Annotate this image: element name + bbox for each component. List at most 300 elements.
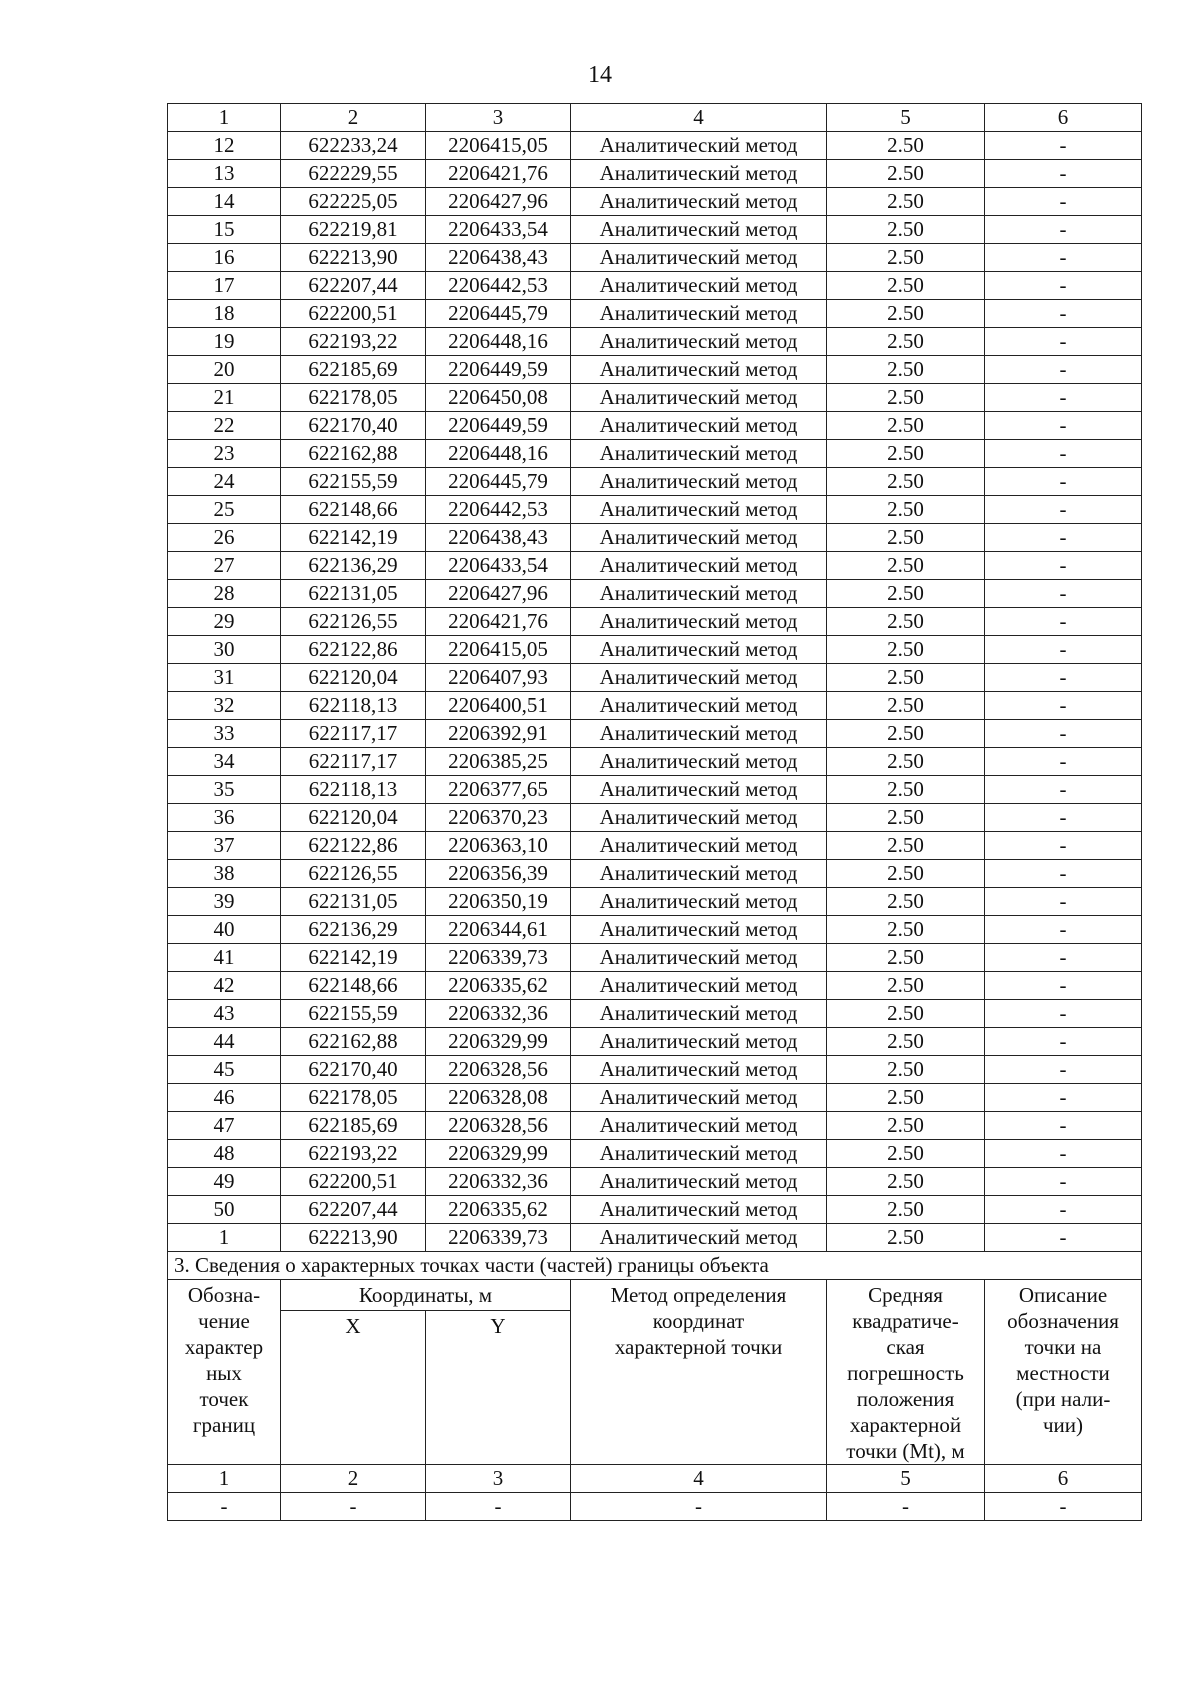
header-method: Метод определения координат характерной точки: [571, 1280, 827, 1465]
error-cell: 2.50: [827, 272, 985, 300]
x-coordinate-cell: 622118,13: [281, 776, 426, 804]
method-cell: Аналитический метод: [571, 832, 827, 860]
y-coordinate-cell: 2206328,56: [426, 1112, 571, 1140]
x-coordinate-cell: 622118,13: [281, 692, 426, 720]
error-cell: 2.50: [827, 244, 985, 272]
table-row: [168, 412, 1142, 440]
error-cell: 2.50: [827, 524, 985, 552]
description-cell: -: [985, 468, 1142, 496]
x-coordinate-cell: 622122,86: [281, 832, 426, 860]
description-cell: -: [985, 692, 1142, 720]
table-row: [168, 328, 1142, 356]
table-row: [168, 692, 1142, 720]
method-cell: Аналитический метод: [571, 1168, 827, 1196]
method-cell: Аналитический метод: [571, 524, 827, 552]
x-coordinate-cell: 622213,90: [281, 1224, 426, 1252]
y-coordinate-cell: 2206332,36: [426, 1000, 571, 1028]
y-coordinate-cell: 2206442,53: [426, 496, 571, 524]
method-cell: Аналитический метод: [571, 636, 827, 664]
description-cell: -: [985, 608, 1142, 636]
description-cell: -: [985, 580, 1142, 608]
y-coordinate-cell: 2206421,76: [426, 160, 571, 188]
y-coordinate-cell: 2206407,93: [426, 664, 571, 692]
description-cell: -: [985, 720, 1142, 748]
point-number-cell: 1: [168, 1224, 281, 1252]
x-coordinate-cell: 622142,19: [281, 944, 426, 972]
x-coordinate-cell: 622131,05: [281, 580, 426, 608]
error-cell: 2.50: [827, 944, 985, 972]
header-error: Средняя квадратиче- ская погрешность положения характерной точки (Mt), м: [827, 1280, 985, 1465]
table-row: [168, 720, 1142, 748]
point-number-cell: 16: [168, 244, 281, 272]
x-coordinate-cell: 622178,05: [281, 384, 426, 412]
y-coordinate-cell: 2206449,59: [426, 356, 571, 384]
y-coordinate-cell: 2206344,61: [426, 916, 571, 944]
method-cell: Аналитический метод: [571, 412, 827, 440]
column-number: 1: [168, 104, 281, 132]
table-row: [168, 1196, 1142, 1224]
page-number: 14: [588, 62, 612, 88]
column-number: 4: [571, 104, 827, 132]
point-number-cell: 28: [168, 580, 281, 608]
column-number: 6: [985, 1465, 1142, 1493]
y-coordinate-cell: 2206328,08: [426, 1084, 571, 1112]
table-row: [168, 636, 1142, 664]
point-number-cell: 36: [168, 804, 281, 832]
description-cell: -: [985, 1168, 1142, 1196]
table-row: [168, 524, 1142, 552]
table-row: [168, 300, 1142, 328]
error-cell: 2.50: [827, 888, 985, 916]
error-cell: 2.50: [827, 580, 985, 608]
table-row: [168, 356, 1142, 384]
method-cell: Аналитический метод: [571, 272, 827, 300]
method-cell: Аналитический метод: [571, 944, 827, 972]
table-row: [168, 916, 1142, 944]
y-coordinate-cell: 2206385,25: [426, 748, 571, 776]
table-row: [168, 580, 1142, 608]
table-row: [168, 1000, 1142, 1028]
error-cell: 2.50: [827, 636, 985, 664]
header-coordinates: Координаты, м: [281, 1280, 571, 1311]
table-row: [168, 664, 1142, 692]
y-coordinate-cell: 2206339,73: [426, 1224, 571, 1252]
table-row: [168, 496, 1142, 524]
y-coordinate-cell: 2206438,43: [426, 524, 571, 552]
description-cell: -: [985, 412, 1142, 440]
description-cell: -: [985, 860, 1142, 888]
x-coordinate-cell: 622233,24: [281, 132, 426, 160]
method-cell: Аналитический метод: [571, 580, 827, 608]
y-coordinate-cell: 2206450,08: [426, 384, 571, 412]
method-cell: -: [571, 1493, 827, 1521]
point-number-cell: 50: [168, 1196, 281, 1224]
description-cell: -: [985, 636, 1142, 664]
method-cell: Аналитический метод: [571, 748, 827, 776]
point-number-cell: 22: [168, 412, 281, 440]
description-cell: -: [985, 328, 1142, 356]
point-number-cell: 42: [168, 972, 281, 1000]
method-cell: Аналитический метод: [571, 160, 827, 188]
table-row: [168, 1224, 1142, 1252]
point-number-cell: 20: [168, 356, 281, 384]
error-cell: 2.50: [827, 1000, 985, 1028]
point-number-cell: 33: [168, 720, 281, 748]
method-cell: Аналитический метод: [571, 244, 827, 272]
point-number-cell: 27: [168, 552, 281, 580]
error-cell: 2.50: [827, 552, 985, 580]
section-title: 3. Сведения о характерных точках части (частей) границы объекта: [168, 1252, 1142, 1280]
header-x: X: [281, 1311, 426, 1465]
error-cell: 2.50: [827, 1056, 985, 1084]
x-coordinate-cell: 622136,29: [281, 552, 426, 580]
section-title-row: [168, 1252, 1142, 1280]
table-row: [168, 552, 1142, 580]
description-cell: -: [985, 776, 1142, 804]
error-cell: 2.50: [827, 1112, 985, 1140]
description-cell: -: [985, 384, 1142, 412]
error-cell: 2.50: [827, 384, 985, 412]
x-coordinate-cell: 622185,69: [281, 1112, 426, 1140]
x-coordinate-cell: 622207,44: [281, 272, 426, 300]
table-row: [168, 944, 1142, 972]
point-number-cell: 39: [168, 888, 281, 916]
x-coordinate-cell: 622170,40: [281, 412, 426, 440]
x-coordinate-cell: 622229,55: [281, 160, 426, 188]
point-number-cell: 35: [168, 776, 281, 804]
column-number: 2: [281, 104, 426, 132]
table-row: [168, 468, 1142, 496]
description-cell: -: [985, 1000, 1142, 1028]
top-table-body: [168, 104, 1142, 1252]
point-number-cell: 47: [168, 1112, 281, 1140]
y-coordinate-cell: 2206448,16: [426, 328, 571, 356]
section-number-row: [168, 1465, 1142, 1493]
point-number-cell: 24: [168, 468, 281, 496]
point-number-cell: 41: [168, 944, 281, 972]
table-row: [168, 1028, 1142, 1056]
error-cell: 2.50: [827, 160, 985, 188]
x-coordinate-cell: 622219,81: [281, 216, 426, 244]
method-cell: Аналитический метод: [571, 1196, 827, 1224]
point-number-cell: 14: [168, 188, 281, 216]
method-cell: Аналитический метод: [571, 328, 827, 356]
x-coordinate-cell: 622148,66: [281, 496, 426, 524]
x-coordinate-cell: -: [281, 1493, 426, 1521]
point-number-cell: 37: [168, 832, 281, 860]
x-coordinate-cell: 622131,05: [281, 888, 426, 916]
method-cell: Аналитический метод: [571, 1224, 827, 1252]
x-coordinate-cell: 622162,88: [281, 440, 426, 468]
error-cell: 2.50: [827, 1224, 985, 1252]
x-coordinate-cell: 622207,44: [281, 1196, 426, 1224]
description-cell: -: [985, 356, 1142, 384]
method-cell: Аналитический метод: [571, 384, 827, 412]
y-coordinate-cell: 2206438,43: [426, 244, 571, 272]
table-row: [168, 1493, 1142, 1521]
description-cell: -: [985, 244, 1142, 272]
point-number-cell: 23: [168, 440, 281, 468]
description-cell: -: [985, 1493, 1142, 1521]
table-row: [168, 1140, 1142, 1168]
table-row: [168, 132, 1142, 160]
point-number-cell: 31: [168, 664, 281, 692]
column-number: 4: [571, 1465, 827, 1493]
method-cell: Аналитический метод: [571, 720, 827, 748]
method-cell: Аналитический метод: [571, 1084, 827, 1112]
point-number-cell: 26: [168, 524, 281, 552]
table-row: [168, 1168, 1142, 1196]
point-number-cell: 48: [168, 1140, 281, 1168]
description-cell: -: [985, 944, 1142, 972]
boundary-points-table: [167, 103, 1142, 1521]
error-cell: 2.50: [827, 216, 985, 244]
point-number-cell: 21: [168, 384, 281, 412]
x-coordinate-cell: 622200,51: [281, 1168, 426, 1196]
y-coordinate-cell: 2206350,19: [426, 888, 571, 916]
x-coordinate-cell: 622148,66: [281, 972, 426, 1000]
error-cell: 2.50: [827, 720, 985, 748]
method-cell: Аналитический метод: [571, 356, 827, 384]
point-number-cell: 13: [168, 160, 281, 188]
y-coordinate-cell: 2206442,53: [426, 272, 571, 300]
y-coordinate-cell: 2206363,10: [426, 832, 571, 860]
y-coordinate-cell: 2206370,23: [426, 804, 571, 832]
x-coordinate-cell: 622155,59: [281, 468, 426, 496]
description-cell: -: [985, 832, 1142, 860]
y-coordinate-cell: 2206445,79: [426, 300, 571, 328]
x-coordinate-cell: 622162,88: [281, 1028, 426, 1056]
point-number-cell: 12: [168, 132, 281, 160]
y-coordinate-cell: 2206415,05: [426, 636, 571, 664]
description-cell: -: [985, 1196, 1142, 1224]
x-coordinate-cell: 622117,17: [281, 748, 426, 776]
error-cell: 2.50: [827, 748, 985, 776]
method-cell: Аналитический метод: [571, 496, 827, 524]
table-row: [168, 216, 1142, 244]
point-number-cell: 44: [168, 1028, 281, 1056]
point-number-cell: 19: [168, 328, 281, 356]
header-y: Y: [426, 1311, 571, 1465]
method-cell: Аналитический метод: [571, 1056, 827, 1084]
description-cell: -: [985, 188, 1142, 216]
point-number-cell: 49: [168, 1168, 281, 1196]
description-cell: -: [985, 552, 1142, 580]
description-cell: -: [985, 888, 1142, 916]
method-cell: Аналитический метод: [571, 552, 827, 580]
x-coordinate-cell: 622200,51: [281, 300, 426, 328]
description-cell: -: [985, 160, 1142, 188]
column-number: 5: [827, 1465, 985, 1493]
method-cell: Аналитический метод: [571, 916, 827, 944]
method-cell: Аналитический метод: [571, 132, 827, 160]
method-cell: Аналитический метод: [571, 692, 827, 720]
y-coordinate-cell: 2206433,54: [426, 216, 571, 244]
y-coordinate-cell: 2206448,16: [426, 440, 571, 468]
description-cell: -: [985, 496, 1142, 524]
description-cell: -: [985, 132, 1142, 160]
x-coordinate-cell: 622120,04: [281, 664, 426, 692]
table-row: [168, 888, 1142, 916]
point-number-cell: 45: [168, 1056, 281, 1084]
table-row: [168, 748, 1142, 776]
table-row: [168, 188, 1142, 216]
y-coordinate-cell: 2206449,59: [426, 412, 571, 440]
table-row: [168, 832, 1142, 860]
method-cell: Аналитический метод: [571, 1112, 827, 1140]
method-cell: Аналитический метод: [571, 216, 827, 244]
y-coordinate-cell: 2206328,56: [426, 1056, 571, 1084]
table-row: [168, 804, 1142, 832]
description-cell: -: [985, 216, 1142, 244]
y-coordinate-cell: 2206332,36: [426, 1168, 571, 1196]
point-number-cell: 34: [168, 748, 281, 776]
error-cell: 2.50: [827, 776, 985, 804]
point-number-cell: 18: [168, 300, 281, 328]
method-cell: Аналитический метод: [571, 972, 827, 1000]
table-row: [168, 860, 1142, 888]
error-cell: 2.50: [827, 608, 985, 636]
column-number: 3: [426, 104, 571, 132]
error-cell: 2.50: [827, 468, 985, 496]
point-number-cell: 40: [168, 916, 281, 944]
section-header-row: [168, 1280, 1142, 1311]
error-cell: 2.50: [827, 860, 985, 888]
method-cell: Аналитический метод: [571, 468, 827, 496]
method-cell: Аналитический метод: [571, 888, 827, 916]
error-cell: 2.50: [827, 692, 985, 720]
y-coordinate-cell: 2206427,96: [426, 580, 571, 608]
method-cell: Аналитический метод: [571, 804, 827, 832]
table-row: [168, 1084, 1142, 1112]
x-coordinate-cell: 622122,86: [281, 636, 426, 664]
y-coordinate-cell: 2206421,76: [426, 608, 571, 636]
error-cell: 2.50: [827, 300, 985, 328]
table-row: [168, 608, 1142, 636]
point-number-cell: 25: [168, 496, 281, 524]
error-cell: 2.50: [827, 1028, 985, 1056]
error-cell: 2.50: [827, 440, 985, 468]
description-cell: -: [985, 440, 1142, 468]
table-row: [168, 272, 1142, 300]
error-cell: 2.50: [827, 328, 985, 356]
header-description: Описание обозначения точки на местности (при нали- чии): [985, 1280, 1142, 1465]
table-row: [168, 1056, 1142, 1084]
x-coordinate-cell: 622178,05: [281, 1084, 426, 1112]
table-row: [168, 776, 1142, 804]
method-cell: Аналитический метод: [571, 1028, 827, 1056]
table-row: [168, 972, 1142, 1000]
error-cell: 2.50: [827, 664, 985, 692]
table-row: [168, 244, 1142, 272]
error-cell: 2.50: [827, 132, 985, 160]
point-number-cell: 32: [168, 692, 281, 720]
x-coordinate-cell: 622142,19: [281, 524, 426, 552]
error-cell: 2.50: [827, 356, 985, 384]
description-cell: -: [985, 1056, 1142, 1084]
method-cell: Аналитический метод: [571, 1140, 827, 1168]
point-number-cell: 29: [168, 608, 281, 636]
point-number-cell: 43: [168, 1000, 281, 1028]
y-coordinate-cell: 2206433,54: [426, 552, 571, 580]
error-cell: 2.50: [827, 412, 985, 440]
method-cell: Аналитический метод: [571, 440, 827, 468]
point-number-cell: 38: [168, 860, 281, 888]
description-cell: -: [985, 972, 1142, 1000]
description-cell: -: [985, 1084, 1142, 1112]
y-coordinate-cell: 2206415,05: [426, 132, 571, 160]
y-coordinate-cell: 2206377,65: [426, 776, 571, 804]
column-number: 2: [281, 1465, 426, 1493]
y-coordinate-cell: -: [426, 1493, 571, 1521]
column-number: 5: [827, 104, 985, 132]
table-row: [168, 1112, 1142, 1140]
point-number-cell: 46: [168, 1084, 281, 1112]
description-cell: -: [985, 748, 1142, 776]
error-cell: 2.50: [827, 496, 985, 524]
column-number: 6: [985, 104, 1142, 132]
column-number-row: [168, 104, 1142, 132]
x-coordinate-cell: 622193,22: [281, 328, 426, 356]
description-cell: -: [985, 1140, 1142, 1168]
y-coordinate-cell: 2206329,99: [426, 1028, 571, 1056]
description-cell: -: [985, 804, 1142, 832]
error-cell: 2.50: [827, 1168, 985, 1196]
y-coordinate-cell: 2206329,99: [426, 1140, 571, 1168]
x-coordinate-cell: 622225,05: [281, 188, 426, 216]
y-coordinate-cell: 2206335,62: [426, 972, 571, 1000]
error-cell: 2.50: [827, 188, 985, 216]
description-cell: -: [985, 664, 1142, 692]
x-coordinate-cell: 622213,90: [281, 244, 426, 272]
section3-body: [168, 1252, 1142, 1521]
error-cell: 2.50: [827, 1084, 985, 1112]
y-coordinate-cell: 2206335,62: [426, 1196, 571, 1224]
x-coordinate-cell: 622126,55: [281, 608, 426, 636]
point-number-cell: 15: [168, 216, 281, 244]
header-designation: Обозна- чение характер ных точек границ: [168, 1280, 281, 1465]
method-cell: Аналитический метод: [571, 776, 827, 804]
description-cell: -: [985, 300, 1142, 328]
method-cell: Аналитический метод: [571, 664, 827, 692]
table-row: [168, 160, 1142, 188]
description-cell: -: [985, 1224, 1142, 1252]
x-coordinate-cell: 622193,22: [281, 1140, 426, 1168]
point-number-cell: 17: [168, 272, 281, 300]
method-cell: Аналитический метод: [571, 188, 827, 216]
column-number: 1: [168, 1465, 281, 1493]
table-row: [168, 384, 1142, 412]
error-cell: 2.50: [827, 972, 985, 1000]
x-coordinate-cell: 622117,17: [281, 720, 426, 748]
method-cell: Аналитический метод: [571, 860, 827, 888]
x-coordinate-cell: 622170,40: [281, 1056, 426, 1084]
table-row: [168, 440, 1142, 468]
y-coordinate-cell: 2206400,51: [426, 692, 571, 720]
error-cell: -: [827, 1493, 985, 1521]
error-cell: 2.50: [827, 1140, 985, 1168]
description-cell: -: [985, 1028, 1142, 1056]
description-cell: -: [985, 916, 1142, 944]
x-coordinate-cell: 622136,29: [281, 916, 426, 944]
description-cell: -: [985, 1112, 1142, 1140]
y-coordinate-cell: 2206427,96: [426, 188, 571, 216]
error-cell: 2.50: [827, 1196, 985, 1224]
error-cell: 2.50: [827, 832, 985, 860]
x-coordinate-cell: 622120,04: [281, 804, 426, 832]
y-coordinate-cell: 2206392,91: [426, 720, 571, 748]
description-cell: -: [985, 272, 1142, 300]
